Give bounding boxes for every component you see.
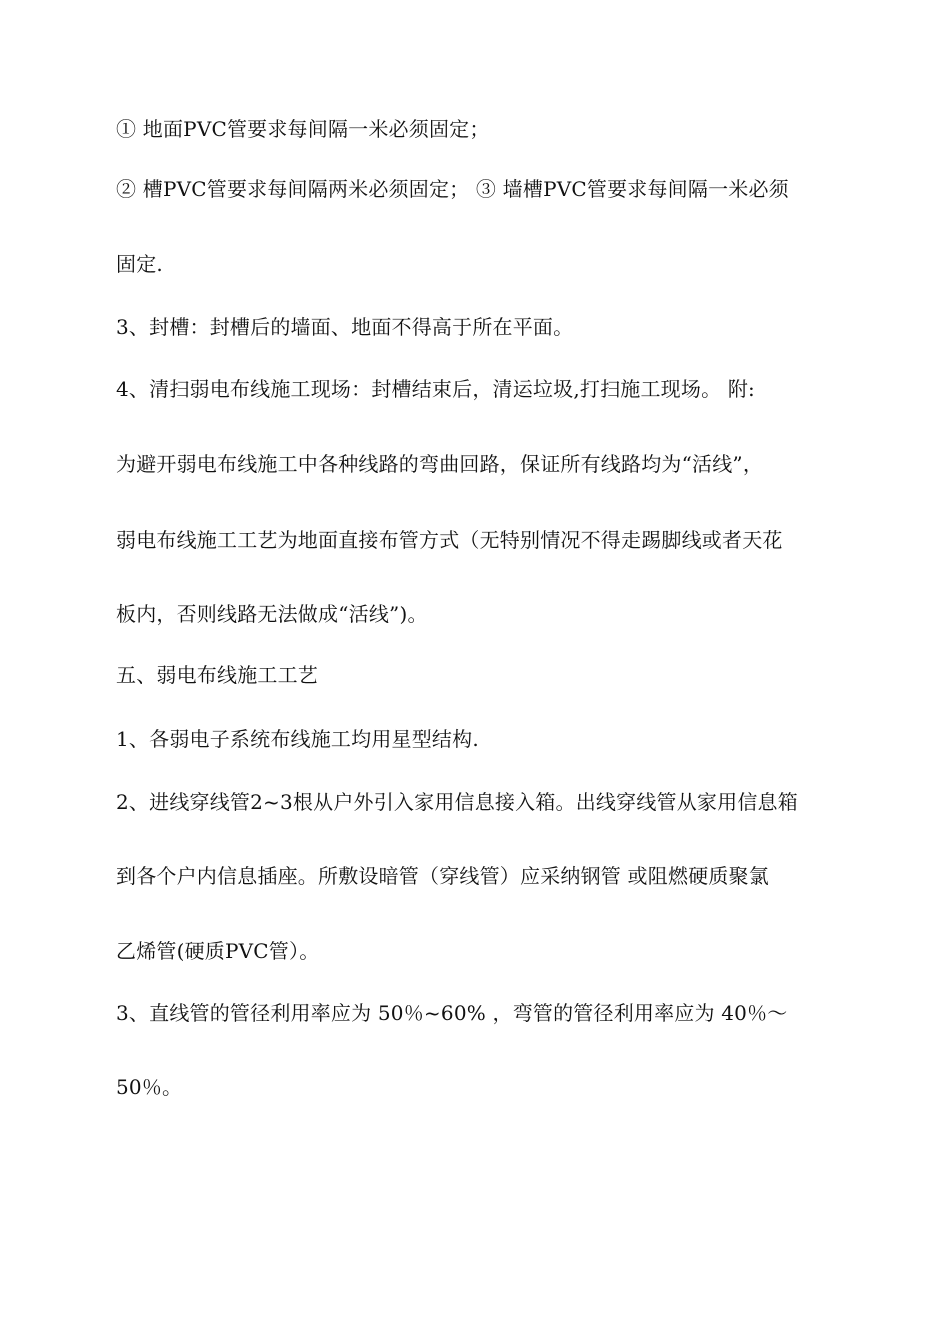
text-line-8: 板内，否则线路无法做成“活线”)。 bbox=[116, 602, 428, 626]
text-line-3: 固定. bbox=[116, 252, 163, 276]
text-line-2: ② 槽PVC管要求每间隔两米必须固定； ③ 墙槽PVC管要求每间隔一米必须 bbox=[116, 177, 789, 201]
text-line-10: 1、各弱电子系统布线施工均用星型结构. bbox=[116, 727, 479, 751]
text-line-4: 3、封槽：封槽后的墙面、地面不得高于所在平面。 bbox=[116, 315, 574, 339]
section-heading: 五、弱电布线施工工艺 bbox=[116, 663, 318, 687]
text-line-11: 2、进线穿线管2~3根从户外引入家用信息接入箱。出线穿线管从家用信息箱 bbox=[116, 790, 798, 814]
text-line-5: 4、清扫弱电布线施工现场：封槽结束后，清运垃圾,打扫施工现场。 附: bbox=[116, 377, 755, 401]
text-line-15: 50％。 bbox=[116, 1075, 183, 1099]
text-line-7: 弱电布线施工工艺为地面直接布管方式（无特别情况不得走踢脚线或者天花 bbox=[116, 528, 783, 552]
text-line-14: 3、直线管的管径利用率应为 50％~60% ，弯管的管径利用率应为 40％～ bbox=[116, 1001, 788, 1025]
text-line-12: 到各个户内信息插座。所敷设暗管（穿线管）应采纳钢管 或阻燃硬质聚氯 bbox=[116, 864, 769, 888]
text-line-6: 为避开弱电布线施工中各种线路的弯曲回路，保证所有线路均为“活线”， bbox=[116, 452, 764, 476]
text-line-13: 乙烯管(硬质PVC管）。 bbox=[116, 939, 320, 963]
text-line-1: ① 地面PVC管要求每间隔一米必须固定； bbox=[116, 117, 490, 141]
